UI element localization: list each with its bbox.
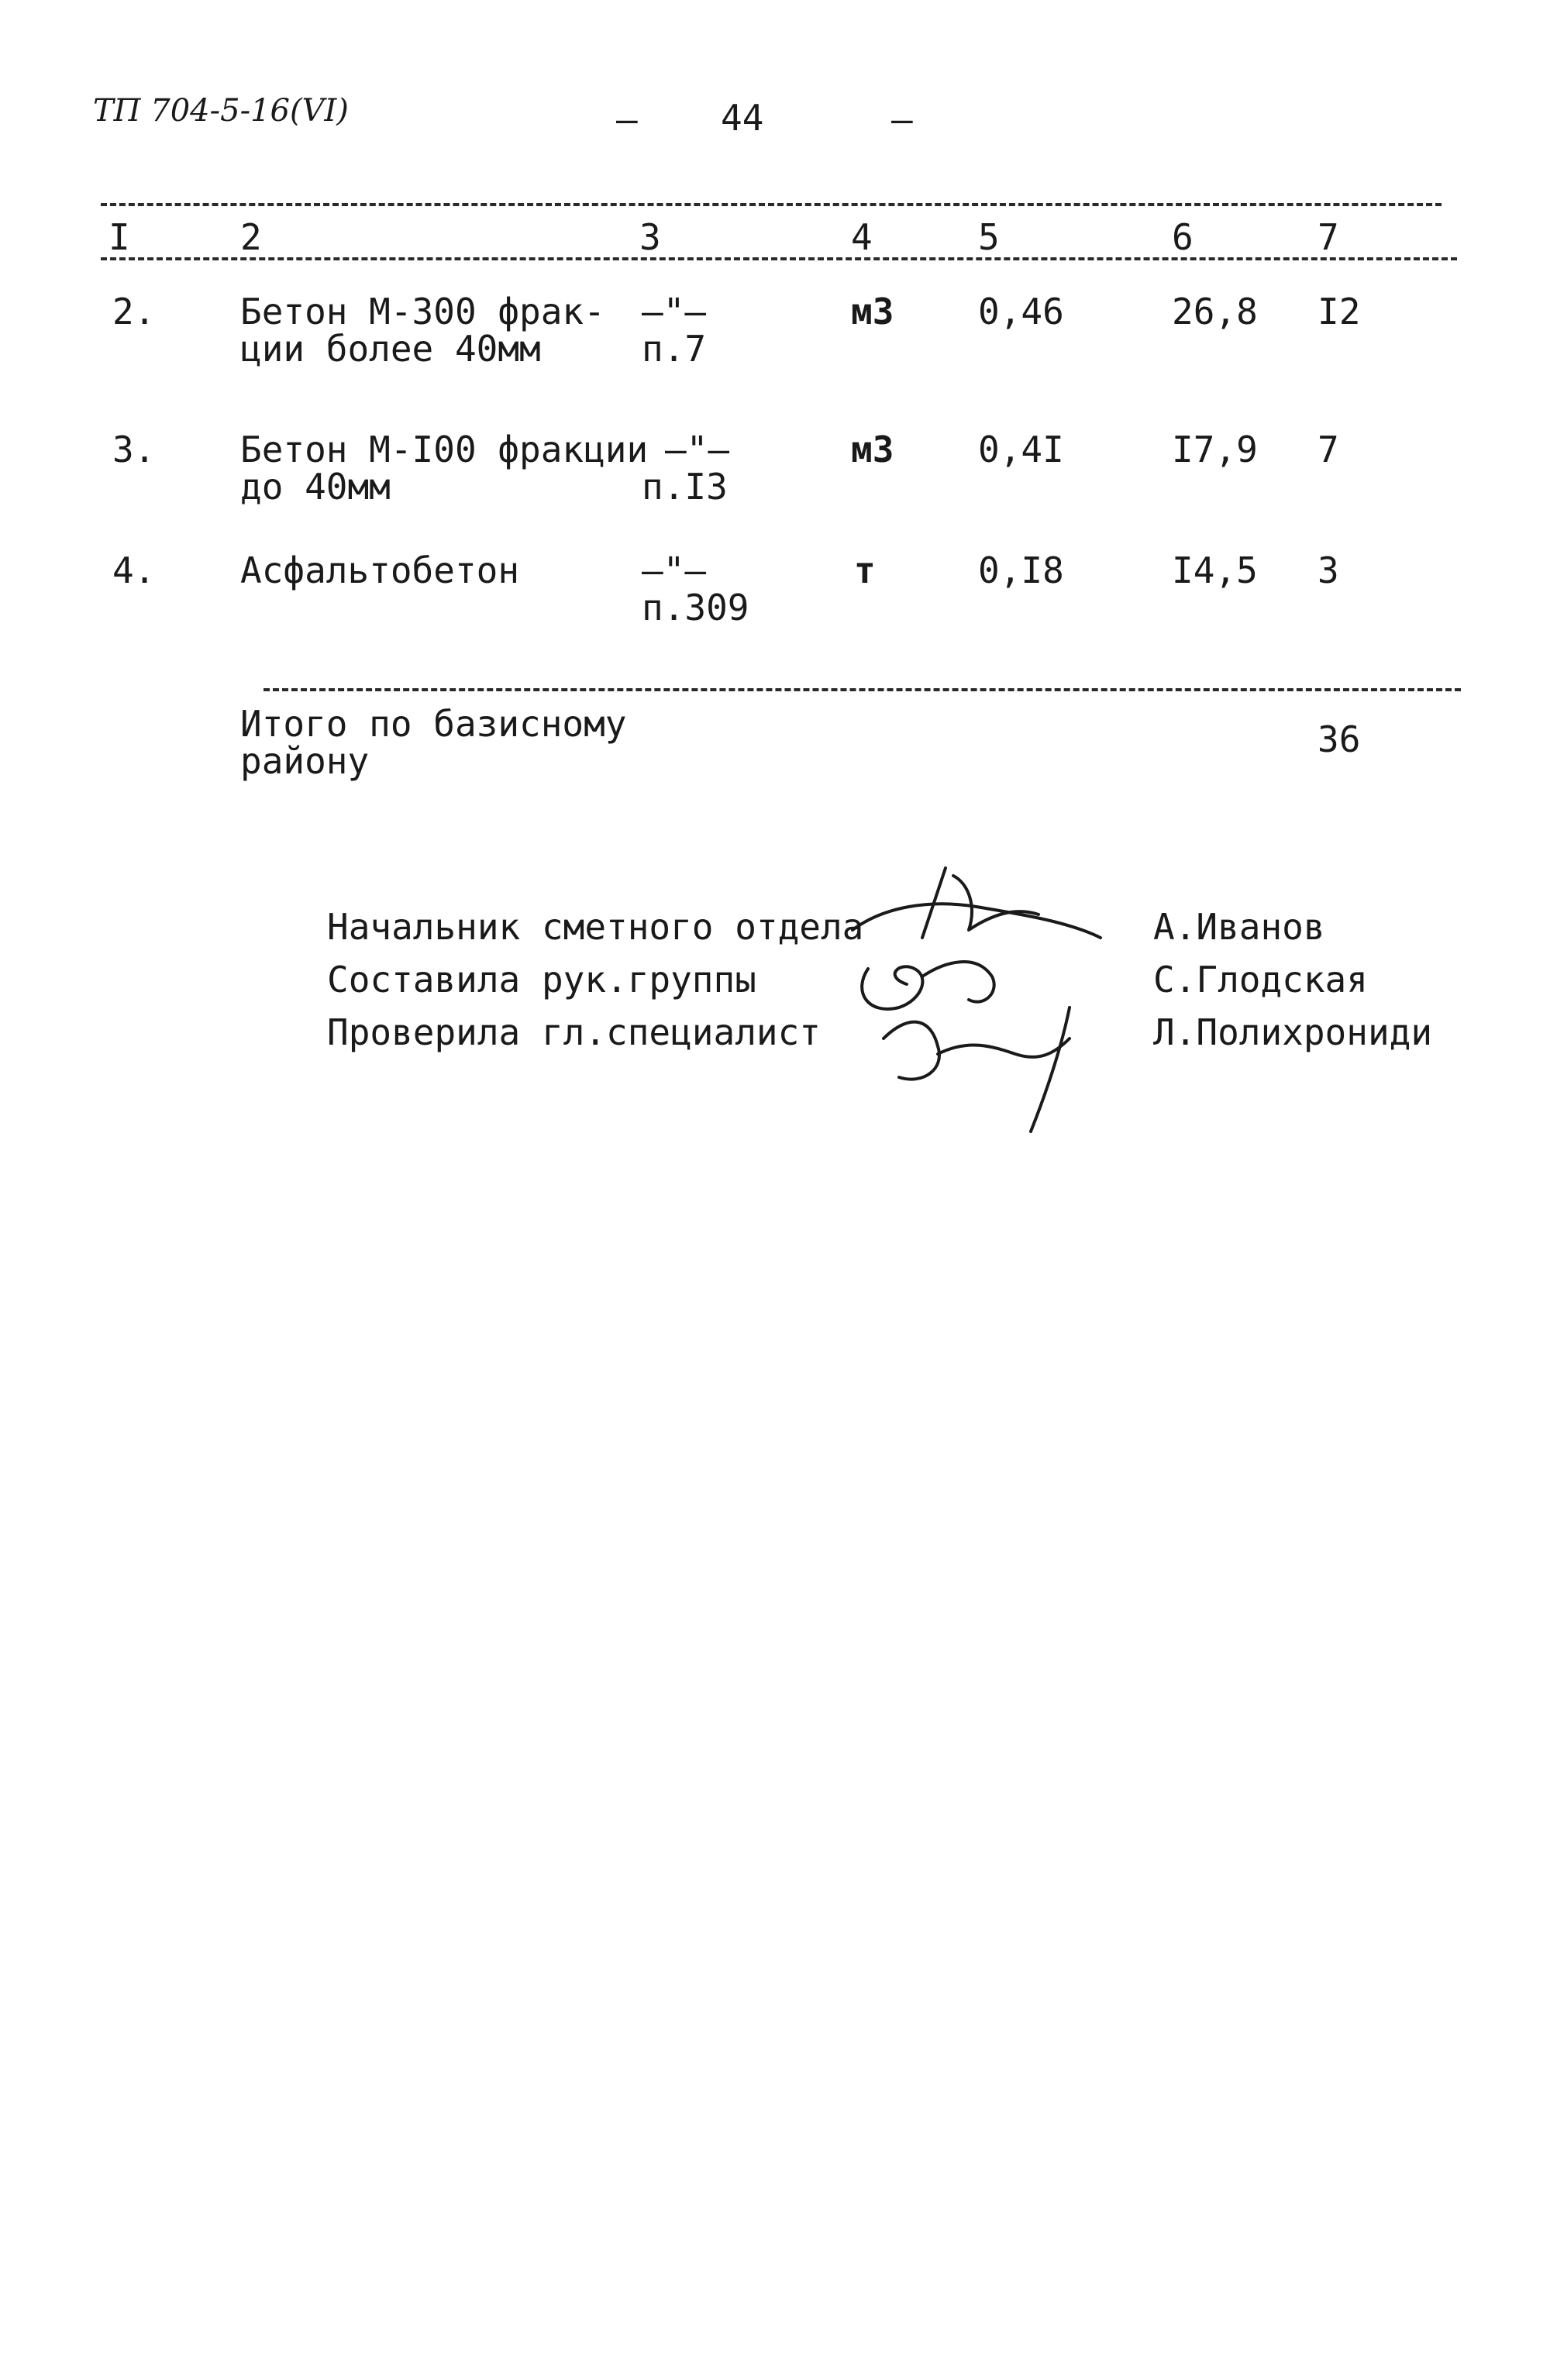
summary-total: 36 [1318,718,1361,760]
unit: м3 [851,291,894,332]
reference-line2: п.I3 [642,466,728,508]
column-number-6: 6 [1172,216,1194,258]
column-number-4: 4 [851,216,873,258]
document-code: ТП 704-5-16(VI) [93,93,349,129]
signature-name-2: С.Глодская [1153,959,1368,1001]
signature-name-3: Л.Полихрониди [1153,1011,1433,1053]
reference-line1: –"– [642,291,707,332]
unit-price: 26,8 [1172,291,1258,332]
reference-line2: п.309 [642,587,749,629]
row-number: 4. [112,549,156,591]
table-top-rule [101,203,1442,206]
unit: т [854,549,876,591]
page-dash-right: – [891,98,913,140]
quantity: 0,I8 [978,549,1064,591]
material-name-line1: Бетон М-I00 фракции [240,429,649,470]
column-number-3: 3 [639,216,661,258]
unit-price: I7,9 [1172,429,1258,470]
signature-role-3: Проверила гл.специалист [327,1011,821,1053]
material-name-line2: до 40мм [240,466,391,508]
signature-name-1: А.Иванов [1153,906,1325,948]
quantity: 0,4I [978,429,1064,470]
page-dash-left: – [616,98,638,140]
column-number-5: 5 [978,216,1000,258]
material-name-line2: ции более 40мм [240,328,541,370]
quantity: 0,46 [978,291,1064,332]
reference-line1: –"– [665,429,730,470]
material-name-line1: Асфальтобетон [240,549,520,591]
material-name-line1: Бетон М-300 фрак- [240,291,605,332]
column-number-1: I [109,216,130,258]
unit: м3 [851,429,894,470]
signature-role-1: Начальник сметного отдела [327,906,864,948]
signature-role-2: Составила рук.группы [327,959,756,1001]
column-number-7: 7 [1318,216,1339,258]
page-number: 44 [721,97,764,139]
row-total: 7 [1318,429,1339,470]
row-number: 2. [112,291,156,332]
summary-label-line1: Итого по базисному [240,703,627,745]
unit-price: I4,5 [1172,549,1258,591]
header-bottom-rule [101,257,1457,260]
row-total: I2 [1318,291,1361,332]
handwritten-signatures [837,860,1116,1139]
reference-line1: –"– [642,549,707,591]
summary-rule [264,688,1461,691]
summary-label-line2: району [240,740,370,782]
row-total: 3 [1318,549,1339,591]
row-number: 3. [112,429,156,470]
column-number-2: 2 [240,216,262,258]
reference-line2: п.7 [642,328,707,370]
